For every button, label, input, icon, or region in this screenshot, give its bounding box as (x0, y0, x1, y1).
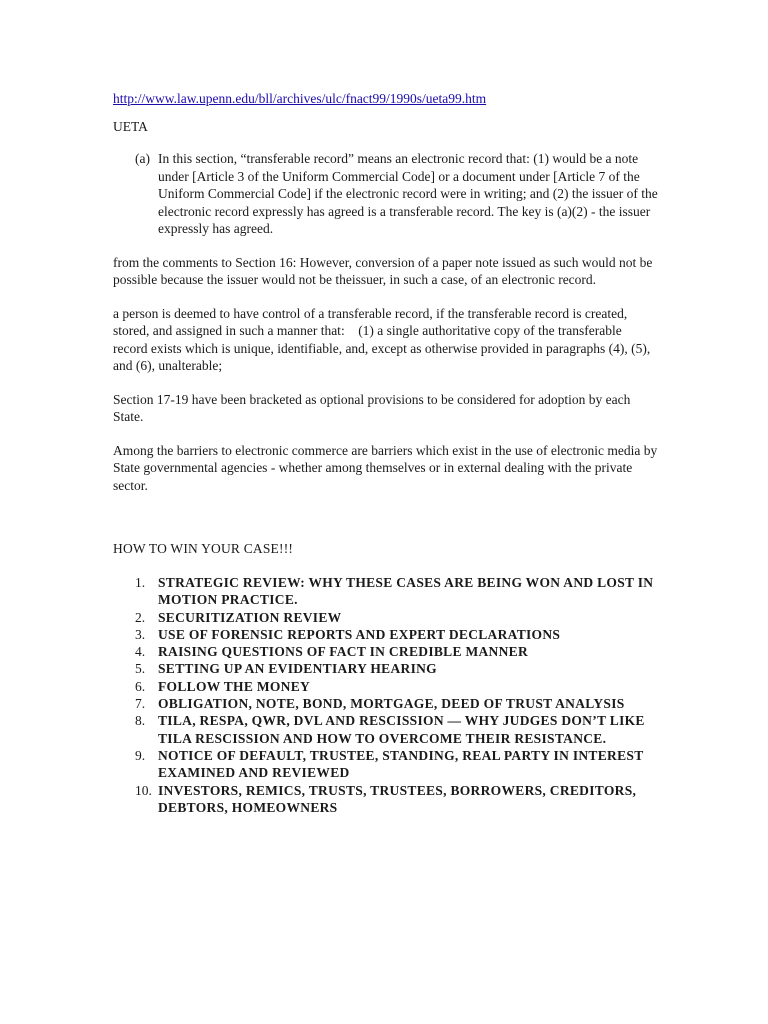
list-item (113, 678, 658, 695)
document-page (113, 90, 658, 816)
list-item-number: 4. (135, 644, 146, 660)
ueta-heading: UETA (113, 119, 148, 134)
list-item-text: RAISING QUESTIONS OF FACT IN CREDIBLE MANNER (158, 644, 529, 660)
list-item-text: SETTING UP AN EVIDENTIARY HEARING (158, 661, 437, 677)
list-item-text: NOTICE OF DEFAULT, TRUSTEE, STANDING, REAL PARTY IN INTEREST EXAMINED AND REVIEWED (158, 747, 644, 781)
list-item-number: 10. (135, 782, 152, 798)
list-item-text: SECURITIZATION REVIEW (158, 609, 342, 625)
list-item-number: 5. (135, 661, 146, 677)
section-a-marker: (a) (135, 151, 150, 166)
spacer (113, 494, 658, 528)
list-item (113, 747, 658, 782)
list-item-number: 7. (135, 696, 146, 712)
list-item (113, 660, 658, 677)
how-to-win-heading: HOW TO WIN YOUR CASE!!! (113, 541, 294, 556)
list-item-number: 3. (135, 626, 146, 642)
list-item-text: FOLLOW THE MONEY (158, 678, 311, 694)
section-a-text: In this section, “transferable record” means an electronic record that: (1) would be a note under [Article 3 of the Uniform Commercial Code] or a document under [Article 7 of the Uniform Commercial Code] if the electronic record were in writing; and (2) the issuer of the electronic record expressly has agreed is a transferable record. The key is (a)(2) - the issuer expressly has agreed. (158, 151, 658, 236)
bracketed-sections-paragraph: Section 17-19 have been bracketed as optional provisions to be considered for adoption by each State. (113, 391, 631, 424)
list-item-number: 1. (135, 575, 146, 590)
list-item-number: 6. (135, 678, 146, 694)
list-item-text: INVESTORS, REMICS, TRUSTS, TRUSTEES, BORROWERS, CREDITORS, DEBTORS, HOMEOWNERS (158, 782, 637, 815)
barriers-paragraph: Among the barriers to electronic commerce are barriers which exist in the use of electronic media by State governmental agencies - whether among themselves or in external dealing with the private sector. (113, 442, 658, 493)
topics-list (113, 574, 658, 816)
list-item-text: OBLIGATION, NOTE, BOND, MORTGAGE, DEED OF TRUST ANALYSIS (158, 696, 625, 712)
list-item-text: TILA, RESPA, QWR, DVL AND RESCISSION — WHY JUDGES DON’T LIKE TILA RESCISSION AND HOW TO OVERCOME THEIR RESISTANCE. (158, 713, 645, 746)
list-item (113, 695, 658, 712)
list-item (113, 643, 658, 660)
control-paragraph: a person is deemed to have control of a transferable record, if the transferable record is created, stored, and assigned in such a manner that: (1) a single authoritative copy of the transferable record exists which is unique, identifiable, and, except as otherwise provided in paragraphs (4), (5), and (6), unalterable; (113, 305, 651, 373)
list-item-number: 9. (135, 747, 146, 763)
comments-paragraph: from the comments to Section 16: However, conversion of a paper note issued as such would not be possible because the issuer would not be theissuer, in such a case, of an electronic record. (113, 254, 653, 287)
list-item-text: STRATEGIC REVIEW: WHY THESE CASES ARE BEING WON AND LOST IN MOTION PRACTICE. (158, 575, 654, 608)
list-item-number: 8. (135, 713, 146, 729)
section-a-paragraph (113, 150, 658, 238)
list-item (113, 626, 658, 643)
list-item (113, 712, 658, 747)
list-item (113, 782, 658, 817)
list-item-number: 2. (135, 609, 146, 625)
list-item-text: USE OF FORENSIC REPORTS AND EXPERT DECLARATIONS (158, 626, 561, 642)
list-item (113, 574, 658, 609)
list-item (113, 609, 658, 626)
ueta-source-link[interactable]: http://www.law.upenn.edu/bll/archives/ulc/fnact99/1990s/ueta99.htm (113, 91, 487, 106)
